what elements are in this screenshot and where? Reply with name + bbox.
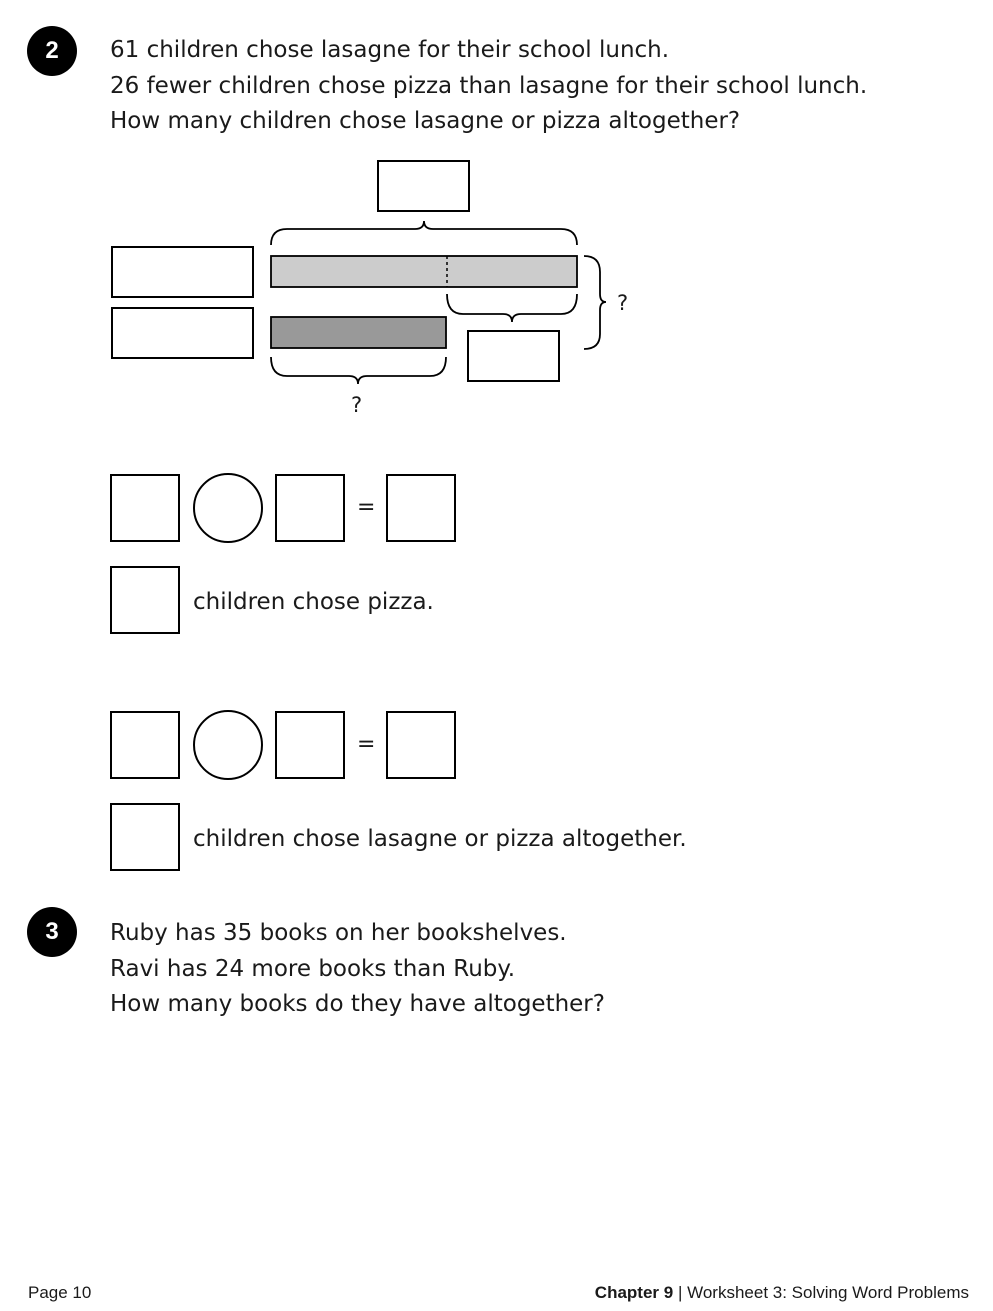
equation-2-result-box[interactable] [386,711,456,779]
equation-2-operator-circle[interactable] [193,710,263,780]
right-question-mark: ? [617,291,629,315]
lasagne-label-box[interactable] [112,247,253,297]
total-answer-text: children chose lasagne or pizza altogether. [193,826,687,852]
pizza-answer-box[interactable] [110,566,180,634]
footer-separator: | [677,1283,683,1302]
pizza-bar [271,317,446,348]
question-2-line-1: 61 children chose lasagne for their school lunch. [110,37,670,63]
question-2-line-2: 26 fewer children chose pizza than lasagne for their school lunch. [110,73,868,99]
page-number: Page 10 [28,1283,92,1302]
equation-1-operand-1-box[interactable] [110,474,180,542]
question-number-badge: 3 [27,907,77,957]
footer-worksheet-title [595,1282,969,1304]
equation-2-operand-1-box[interactable] [110,711,180,779]
question-3-line-2: Ravi has 24 more books than Ruby. [110,956,516,982]
equation-1-equals-sign: = [357,495,376,520]
right-brace [584,256,606,349]
pizza-label-box[interactable] [112,308,253,358]
footer-worksheet: Worksheet 3: Solving Word Problems [687,1283,969,1302]
total-answer-box-bottom[interactable] [110,803,180,871]
lasagne-bar [271,256,577,287]
question-2-line-3: How many children chose lasagne or pizza altogether? [110,108,741,134]
top-brace [271,221,577,245]
question-3-line-1: Ruby has 35 books on her bookshelves. [110,920,567,946]
equation-1-operand-2-box[interactable] [275,474,345,542]
question-3-line-3: How many books do they have altogether? [110,991,605,1017]
question-number-badge: 2 [27,26,77,76]
bottom-question-mark: ? [351,393,363,417]
equation-2-operand-2-box[interactable] [275,711,345,779]
bottom-brace [271,357,446,384]
footer-chapter: Chapter 9 [594,1283,674,1302]
difference-brace [447,294,577,322]
equation-2-equals-sign: = [357,732,376,757]
total-answer-box[interactable] [378,161,469,211]
equation-1-result-box[interactable] [386,474,456,542]
equation-1-operator-circle[interactable] [193,473,263,543]
difference-answer-box[interactable] [468,331,559,381]
bar-model-diagram [0,0,993,430]
pizza-answer-text: children chose pizza. [193,589,434,615]
